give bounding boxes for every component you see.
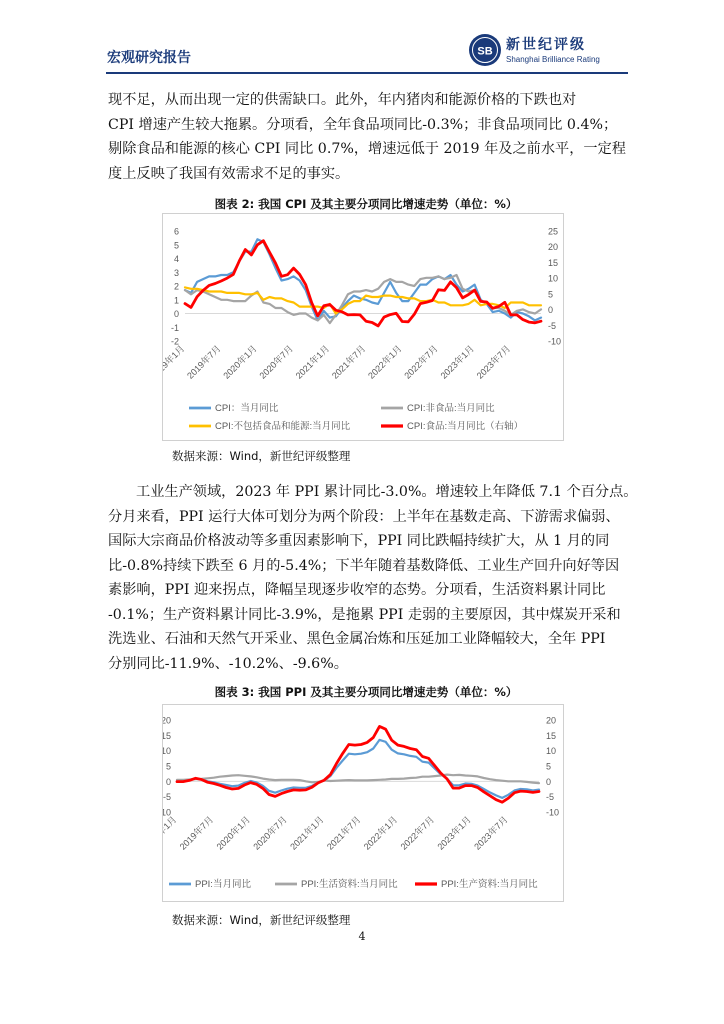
x-tick-label: 2019年7月	[185, 343, 223, 381]
x-tick-label: 2023年1月	[435, 814, 473, 852]
x-tick-label: 2023年7月	[472, 814, 510, 852]
paragraph-line: 素影响，PPI 迎来拐点，降幅呈现逐步收窄的态势。分项看，生活资料累计同比	[108, 582, 606, 598]
y-right-tick-label: -10	[546, 807, 560, 818]
y-left-tick-label: 6	[173, 226, 179, 237]
ppi-chart	[163, 705, 563, 901]
page-number: 4	[358, 930, 366, 943]
x-tick-label: 2019年1月	[163, 814, 179, 852]
legend-label: CPI:不包括食品和能源:当月同比	[215, 421, 351, 432]
y-left-tick-label: -1	[170, 322, 179, 333]
header-divider	[106, 72, 628, 74]
y-right-tick-label: 25	[548, 226, 559, 237]
y-right-tick-label: 20	[548, 242, 559, 253]
legend-label: CPI:非食品:当月同比	[407, 403, 495, 414]
paragraph-line: -0.1%；生产资料累计同比-3.9%，是拖累 PPI 走弱的主要原因，其中煤炭开采和	[108, 606, 621, 623]
figure-3-caption: 图表 3: 我国 PPI 及其主要分项同比增速走势（单位：%）	[214, 685, 518, 699]
x-tick-label: 2020年1月	[214, 814, 253, 852]
figure-2-caption: 图表 2: 我国 CPI 及其主要分项同比增速走势（单位：%）	[214, 197, 518, 211]
y-right-tick-label: 20	[546, 715, 557, 726]
y-right-tick-label: 5	[548, 289, 554, 300]
y-left-tick-label: 2	[173, 281, 179, 292]
y-right-tick-label: -5	[546, 792, 555, 803]
y-right-tick-label: 10	[548, 273, 559, 284]
paragraph-line: 现不足，从而出现一定的供需缺口。此外，年内猪肉和能源价格的下跌也对	[108, 92, 577, 108]
body-paragraph-2	[108, 480, 638, 676]
brand-logo-icon	[468, 33, 502, 67]
brand-name: 新世纪评级	[506, 37, 586, 53]
legend-label: CPI:食品:当月同比（右轴）	[407, 421, 524, 432]
legend-label: PPI:生产资料:当月同比	[441, 879, 538, 890]
x-tick-label: 2020年7月	[251, 814, 289, 852]
legend-label: CPI：当月同比	[215, 403, 279, 414]
y-right-tick-label: 15	[548, 257, 559, 268]
y-right-tick-label: -10	[548, 336, 562, 347]
series-line	[177, 726, 539, 802]
y-left-tick-label: 10	[163, 807, 171, 818]
y-left-tick-label: 0	[173, 309, 179, 319]
x-tick-label: 2021年1月	[293, 343, 332, 381]
paragraph-line: 比-0.8%持续下跌至 6 月的-5.4%；下半年随着基数降低、工业生产回升向好等因	[108, 557, 620, 574]
figure-2-frame	[162, 213, 564, 441]
y-left-tick-label: 10	[163, 746, 171, 757]
report-type-label: 宏观研究报告	[107, 50, 191, 66]
x-tick-label: 2021年7月	[324, 814, 363, 852]
y-left-tick-label: 0	[165, 776, 171, 787]
x-tick-label: 2022年1月	[366, 343, 404, 381]
paragraph-line: 分别同比-11.9%、-10.2%、-9.6%。	[108, 655, 348, 672]
figure-3-source: 数据来源：Wind，新世纪评级整理	[172, 913, 351, 927]
x-tick-label: 2021年1月	[288, 814, 326, 852]
y-left-tick-label: -2	[170, 336, 179, 347]
y-left-tick-label: 15	[163, 730, 171, 741]
y-right-tick-label: 5	[546, 761, 552, 772]
x-tick-label: 2022年7月	[402, 343, 440, 381]
paragraph-line: 工业生产领域，2023 年 PPI 累计同比-3.0%。增速较上年降低 7.1 个百分点。	[136, 484, 638, 500]
y-left-tick-label: 3	[173, 267, 179, 278]
paragraph-line: 度上反映了我国有效需求不足的事实。	[108, 165, 350, 182]
x-tick-label: 2023年7月	[474, 343, 513, 381]
paragraph-line: 分月来看，PPI 运行大体可划分为两个阶段：上半年在基数走高、下游需求偏弱、	[108, 508, 620, 525]
y-right-tick-label: 0	[546, 776, 552, 787]
y-left-tick-label: 20	[163, 715, 171, 726]
figure-3-frame	[162, 704, 564, 902]
series-line	[185, 239, 541, 320]
paragraph-line: 国际大宗商品价格波动等多重因素影响下，PPI 同比跌幅持续扩大，从 1 月的同	[108, 533, 610, 549]
paragraph-line: 洗选业、石油和天然气开采业、黑色金属冶炼和压延加工业降幅较大，全年 PPI	[108, 631, 606, 647]
y-left-tick-label: 5	[173, 240, 179, 251]
brand-logo-mark: SB	[477, 45, 493, 58]
x-tick-label: 2021年7月	[329, 343, 368, 381]
x-tick-label: 2019年1月	[163, 343, 187, 381]
x-tick-label: 2020年7月	[257, 343, 296, 381]
y-left-tick-label: 1	[173, 295, 179, 306]
x-tick-label: 2022年1月	[361, 814, 400, 852]
brand-logo	[468, 31, 628, 71]
x-tick-label: 2019年7月	[177, 814, 216, 852]
paragraph-line: 剔除食品和能源的核心 CPI 同比 0.7%，增速远低于 2019 年及之前水平，一定程	[108, 141, 626, 157]
cpi-chart	[163, 214, 563, 440]
legend-label: PPI:生活资料:当月同比	[301, 879, 398, 890]
y-left-tick-label: 4	[173, 254, 179, 264]
y-right-tick-label: 10	[546, 746, 557, 757]
body-paragraph-1	[108, 88, 624, 186]
figure-2-source: 数据来源：Wind，新世纪评级整理	[172, 449, 351, 463]
x-tick-label: 2020年1月	[221, 343, 259, 381]
series-line	[177, 775, 539, 784]
y-right-tick-label: 15	[546, 730, 557, 741]
y-left-tick-label: -5	[163, 792, 171, 803]
x-tick-label: 2023年1月	[438, 343, 477, 381]
y-right-tick-label: 0	[548, 305, 554, 316]
y-left-tick-label: 5	[165, 761, 171, 772]
legend-label: PPI:当月同比	[195, 879, 251, 890]
paragraph-line: CPI 增速产生较大拖累。分项看，全年食品项同比-0.3%；非食品项同比 0.4%；	[108, 116, 618, 133]
x-tick-label: 2022年7月	[398, 814, 437, 852]
y-right-tick-label: -5	[548, 320, 557, 331]
brand-name-en: Shanghai Brilliance Rating	[506, 55, 600, 64]
